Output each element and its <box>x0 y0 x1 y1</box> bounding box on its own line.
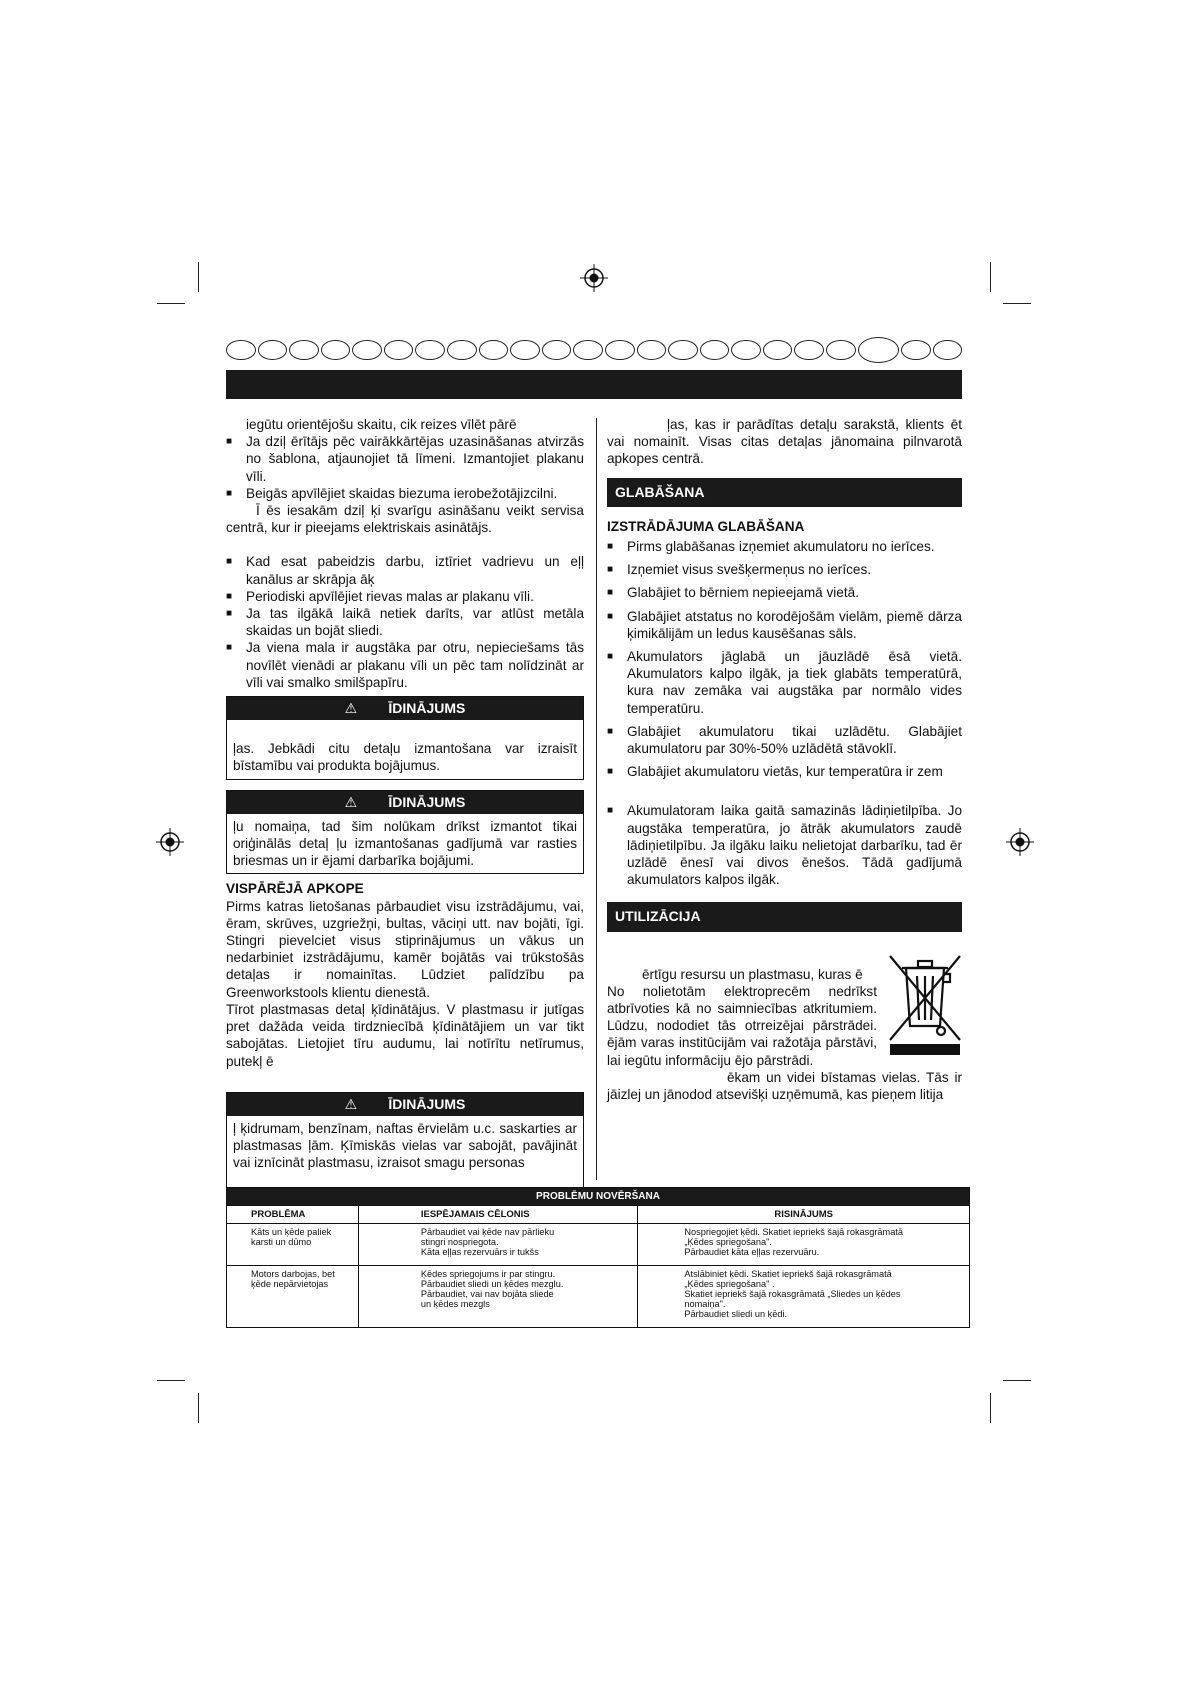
problem-cell <box>227 1266 359 1328</box>
cell-line: Pārbaudiet, vai nav bojāta sliede <box>420 1289 554 1299</box>
solution-cell <box>638 1266 970 1328</box>
language-oval <box>542 340 572 360</box>
list-item: ■ Akumulators jāglabā un jāuzlādē ēsā vietā. Akumulators kalpo ilgāk, ja tiek glabāts temperatūrā, kura nav zemāka vai augstāka par normālo vides temperatūru. <box>607 648 962 717</box>
warning-title: ĪDINĀJUMS <box>388 1095 466 1112</box>
warning-icon: ⚠ <box>344 700 358 717</box>
warning-icon: ⚠ <box>344 1095 358 1112</box>
paragraph: Ī ēs iesakām dziļ ķi svarīgu asināšanu veikt servisa centrā, kur ir pieejams elektriskais asinātājs. <box>226 503 584 536</box>
cell-line: Pārbaudiet sliedi un ķēdes mezglu. <box>420 1279 564 1289</box>
language-oval <box>510 340 540 360</box>
language-oval <box>479 340 509 360</box>
paragraph: ēkam un videi bīstamas vielas. Tās ir jāizlej un jānodod atsevišķi uzņēmumā, kas pieņem litija <box>607 1069 962 1103</box>
cell-line: Ķēdes spriegojums ir par stingru. <box>420 1269 556 1279</box>
list-item: ■ Ja tas ilgākā laikā netiek darīts, var atlūst metāla skaidas un bojāt sliedi. <box>226 605 584 639</box>
cell-line: Skatiet iepriekš šajā rokasgrāmatā „Sliedes un ķēdes <box>684 1289 901 1299</box>
cell-line: Kāts un ķēde paliek <box>251 1227 332 1237</box>
table-row <box>227 1266 970 1328</box>
intro-text: iegūtu orientējošu skaitu, cik reizes vīlēt pārē <box>246 417 517 432</box>
table-title: PROBLĒMU NOVĒRŠANA <box>227 1188 970 1206</box>
cell-line: Atslābiniet ķēdi. Skatiet iepriekš šajā rokasgrāmatā <box>684 1269 892 1279</box>
column-divider <box>596 418 597 1180</box>
language-oval <box>933 340 963 360</box>
paragraph: ērtīgu resursu un plastmasu, kuras ē <box>642 966 863 982</box>
cell-line: karsti un dūmo <box>251 1237 312 1247</box>
list-item: ■ Pirms glabāšanas izņemiet akumulatoru no ierīces. <box>607 538 962 555</box>
crop-mark <box>198 1393 199 1423</box>
crop-mark <box>1003 303 1031 304</box>
section-heading: IZSTRĀDĀJUMA GLABĀŠANA <box>607 518 805 534</box>
list-item: ■ Ja viena mala ir augstāka par otru, nepieciešams tās novīlēt vienādi ar plakanu vīli un pēc tam nolīdzināt ar vīli vai smalko smilšpapīru. <box>226 639 584 691</box>
problem-cell <box>227 1224 359 1266</box>
paragraph: Pirms katras lietošanas pārbaudiet visu izstrādājumu, vai, ēram, skrūves, uzgriežņi, bultas, vāciņi utt. nav bojāti, īgi. Stingri pievelciet visus stiprinājumus un vākus un nedarbiniet izstrādājumu, kamēr bojātās vai trūkstošās detaļas ir nomainītas. Lūdziet palīdzību pa Greenworkstools klientu dienestā. <box>226 898 584 1000</box>
crop-mark <box>990 1393 991 1423</box>
language-oval <box>352 340 382 360</box>
cause-cell <box>358 1224 638 1266</box>
section-bar-disposal: UTILIZĀCIJA <box>607 902 962 931</box>
list-item: ■ Periodiski apvīlējiet rievas malas ar plakanu vīli. <box>226 588 584 605</box>
language-oval <box>447 340 477 360</box>
language-oval <box>258 340 288 360</box>
list-item: ■ Ja dziļ ērītājs pēc vairākkārtējas uzasināšanas atvirzās no šablona, atjaunojiet tā līmeni. Izmantojiet plakanu vīli. <box>226 433 584 485</box>
registration-mark-icon <box>156 828 184 856</box>
cell-line: Pārbaudiet kāta eļļas rezervuāru. <box>684 1247 820 1257</box>
language-oval <box>384 340 414 360</box>
language-oval <box>573 340 603 360</box>
warning-text: ļ ķidrumam, benzīnam, naftas ērvielām u.c. saskarties ar plastmasas ļām. Ķīmiskās vielas var sabojāt, pavājināt vai iznīcināt plastmasu, izraisot smagu personas <box>233 1120 577 1171</box>
cell-line: Pārbaudiet vai ķēde nav pārlieku <box>420 1227 555 1237</box>
right-column <box>607 416 962 1103</box>
bar-maintenance-list <box>226 553 584 691</box>
troubleshooting-table <box>226 1187 970 1328</box>
language-oval <box>763 340 793 360</box>
left-column <box>226 416 584 1191</box>
sharpening-list <box>226 433 584 502</box>
intro-text: ļas, kas ir parādītas detaļu sarakstā, klients ēt vai nomainīt. Visas citas detaļas jānomaina pilnvarotā apkopes centrā. <box>607 417 962 467</box>
paragraph: No nolietotām elektroprecēm nedrīkst atbrīvoties kā no saimniecības atkritumiem. Lūdzu, nododiet tās otrreizējai pārstrādei. ējām varas institūcijām vai ražotāja pārstāvi, lai iegūtu informāciju ējo pārstrādi. <box>607 983 877 1068</box>
language-oval <box>700 340 730 360</box>
warning-text: ļas. Jebkādi citu detaļu izmantošana var izraisīt bīstamību vai produkta bojājumus. <box>233 741 577 774</box>
list-item: ■ Glabājiet akumulatoru tikai uzlādētu. Glabājiet akumulatoru par 30%-50% uzlādētā stāvoklī. <box>607 723 962 757</box>
warning-box <box>226 1092 584 1191</box>
language-oval <box>321 340 351 360</box>
cell-line: stingri nospriegota. <box>420 1237 499 1247</box>
crop-mark <box>157 303 185 304</box>
list-item: ■ Akumulatoram laika gaitā samazinās lādiņietilpība. Jo augstāka temperatūra, jo ātrāk akumulators zaudē lādiņietilpību. Ja ilgāku laiku nelietojat darbarīku, tad ēr uzlādē ēnesī vai divos ēnešos. Tādā gadījumā akumulators kalpos ilgāk. <box>607 802 962 888</box>
crop-mark <box>1003 1380 1031 1381</box>
warning-box <box>226 790 584 875</box>
language-oval <box>415 340 445 360</box>
language-oval <box>637 340 667 360</box>
registration-mark-icon <box>1006 828 1034 856</box>
storage-list <box>607 538 962 888</box>
warning-icon: ⚠ <box>344 793 358 810</box>
warning-title: ĪDINĀJUMS <box>388 700 466 717</box>
paragraph: Tīrot plastmasas detaļ ķīdinātājus. V plastmasu ir jutīgas pret dažāda veida tirdzniecībā ķīdinātājiem un var tikt sabojātas. Lietojiet tīru audumu, lai notīrītu netīrumus, putekļ ē <box>226 1001 584 1069</box>
language-oval <box>794 340 824 360</box>
column-header: IESPĒJAMAIS CĒLONIS <box>358 1206 638 1224</box>
list-item: ■ Beigās apvīlējiet skaidas biezuma ierobežotājizcilni. <box>226 485 584 502</box>
list-item: ■ Kad esat pabeidzis darbu, iztīriet vadrievu un eļļ kanālus ar skrāpja āķ <box>226 553 584 587</box>
cell-line: Motors darbojas, bet <box>251 1269 335 1279</box>
cell-line: Pārbaudiet sliedi un ķēdi. <box>684 1309 788 1319</box>
crossed-out-wheelie-bin-icon <box>884 948 964 1056</box>
table-row <box>227 1224 970 1266</box>
crop-mark <box>198 262 199 292</box>
solution-cell <box>638 1224 970 1266</box>
cell-line: „Ķēdes spriegošana" . <box>684 1279 775 1289</box>
cell-line: Nospriegojiet ķēdi. Skatiet iepriekš šajā rokasgrāmatā <box>684 1227 903 1237</box>
language-oval <box>605 340 635 360</box>
language-oval <box>901 340 931 360</box>
list-item: ■ Glabājiet akumulatoru vietās, kur temperatūra ir zem <box>607 763 962 780</box>
cause-cell <box>358 1266 638 1328</box>
cell-line: „Ķēdes spriegošana". <box>684 1237 772 1247</box>
list-item: ■ Glabājiet to bērniem nepieejamā vietā. <box>607 584 962 601</box>
warning-title: ĪDINĀJUMS <box>388 793 466 810</box>
header-bar <box>226 370 962 399</box>
list-item: ■ Izņemiet visus svešķermeņus no ierīces. <box>607 561 962 578</box>
language-tabs <box>226 340 962 364</box>
cell-line: ķēde nepārvietojas <box>251 1279 329 1289</box>
language-oval <box>668 340 698 360</box>
crop-mark <box>990 262 991 292</box>
column-header: PROBLĒMA <box>227 1206 359 1224</box>
crop-mark <box>157 1380 185 1381</box>
list-item: ■ Glabājiet atstatus no korodējošām vielām, piemē dārza ķimikālijām un ledus kausēšanas sāls. <box>607 608 962 642</box>
cell-line: nomaiņa". <box>684 1299 726 1309</box>
registration-mark-icon <box>580 264 608 292</box>
cell-line: un ķēdes mezgls <box>420 1299 490 1309</box>
warning-box <box>226 696 584 780</box>
language-oval <box>858 337 899 363</box>
warning-text: ļu nomaiņa, tad šim nolūkam drīkst izmantot tikai oriģinālās detaļ ļu izmantošanas gadījumā var rasties briesmas un ir ējami darbarīka bojājumi. <box>233 818 577 869</box>
section-bar-storage: GLABĀŠANA <box>607 478 962 507</box>
language-oval <box>731 340 761 360</box>
section-heading: VISPĀRĒJĀ APKOPE <box>226 881 364 897</box>
language-oval <box>826 340 856 360</box>
column-header: RISINĀJUMS <box>638 1206 970 1224</box>
language-oval <box>289 340 319 360</box>
cell-line: Kāta eļļas rezervuārs ir tukšs <box>420 1247 539 1257</box>
language-oval <box>226 340 256 360</box>
